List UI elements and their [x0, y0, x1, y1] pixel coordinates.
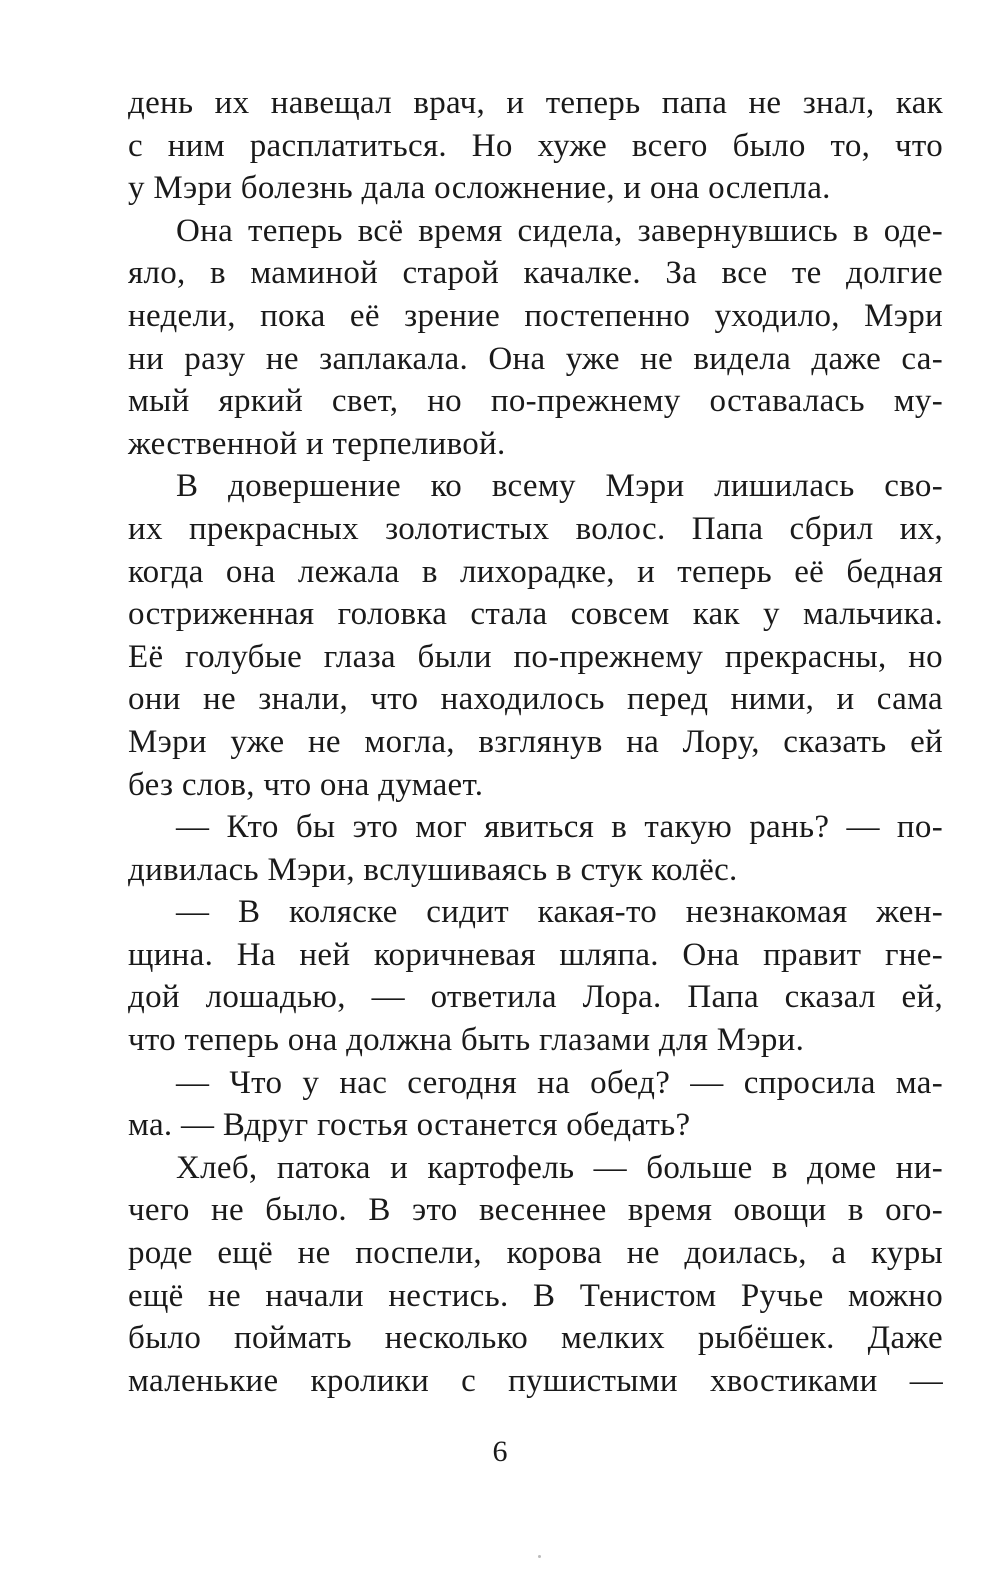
text-line: без слов, что она думает.: [128, 766, 484, 803]
print-speck: [538, 1555, 541, 1558]
text-line: Хлеб, патока и картофель — больше в доме ни-: [176, 1149, 943, 1186]
text-line: недели, пока её зрение постепенно уходило, Мэри: [128, 297, 943, 334]
text-line: когда она лежала в лихорадке, и теперь её бедная: [128, 553, 943, 590]
text-line: — В коляске сидит какая-то незнакомая жен-: [176, 894, 943, 931]
text-line: было поймать несколько мелких рыбёшек. Даже: [128, 1320, 943, 1357]
text-line: Её голубые глаза были по-прежнему прекрасны, но: [128, 638, 943, 675]
page-number: 6: [492, 1435, 508, 1468]
text-line: чего не было. В это весеннее время овощи в ого-: [128, 1192, 943, 1229]
text-line: В довершение ко всему Мэри лишилась сво-: [176, 468, 943, 505]
text-line: мый яркий свет, но по-прежнему оставалась му-: [128, 383, 943, 420]
text-line: — Кто бы это мог явиться в такую рань? — по-: [176, 809, 943, 846]
body-text: [128, 82, 943, 1402]
text-line: маленькие кролики с пушистыми хвостиками —: [128, 1362, 943, 1399]
text-line: у Мэри болезнь дала осложнение, и она ослепла.: [128, 170, 831, 207]
text-line: яло, в маминой старой качалке. За все те долгие: [128, 255, 943, 292]
text-line: они не знали, что находилось перед ними, и сама: [128, 681, 943, 718]
text-line: что теперь она должна быть глазами для Мэри.: [128, 1022, 805, 1059]
text-line: Она теперь всё время сидела, завернувшись в оде-: [176, 212, 943, 249]
text-line: ещё не начали нестись. В Тенистом Ручье можно: [128, 1277, 943, 1314]
text-line: — Что у нас сегодня на обед? — спросила ма-: [176, 1064, 943, 1101]
text-line: щина. На ней коричневая шляпа. Она правит гне-: [128, 936, 943, 973]
text-line: с ним расплатиться. Но хуже всего было то, что: [128, 127, 943, 164]
text-line: ни разу не заплакала. Она уже не видела даже са-: [128, 340, 943, 377]
text-line: остриженная головка стала совсем как у мальчика.: [128, 596, 943, 633]
text-line: дой лошадью, — ответила Лора. Папа сказал ей,: [128, 979, 943, 1016]
text-line: роде ещё не поспели, корова не доилась, а куры: [128, 1235, 943, 1272]
text-line: дивилась Мэри, вслушиваясь в стук колёс.: [128, 851, 738, 888]
text-line: их прекрасных золотистых волос. Папа сбрил их,: [128, 510, 943, 547]
text-line: день их навещал врач, и теперь папа не знал, как: [128, 85, 943, 121]
text-line: Мэри уже не могла, взглянув на Лору, сказать ей: [128, 723, 943, 760]
text-line: ма. — Вдруг гостья останется обедать?: [128, 1107, 691, 1144]
text-line: жественной и терпеливой.: [128, 425, 506, 462]
